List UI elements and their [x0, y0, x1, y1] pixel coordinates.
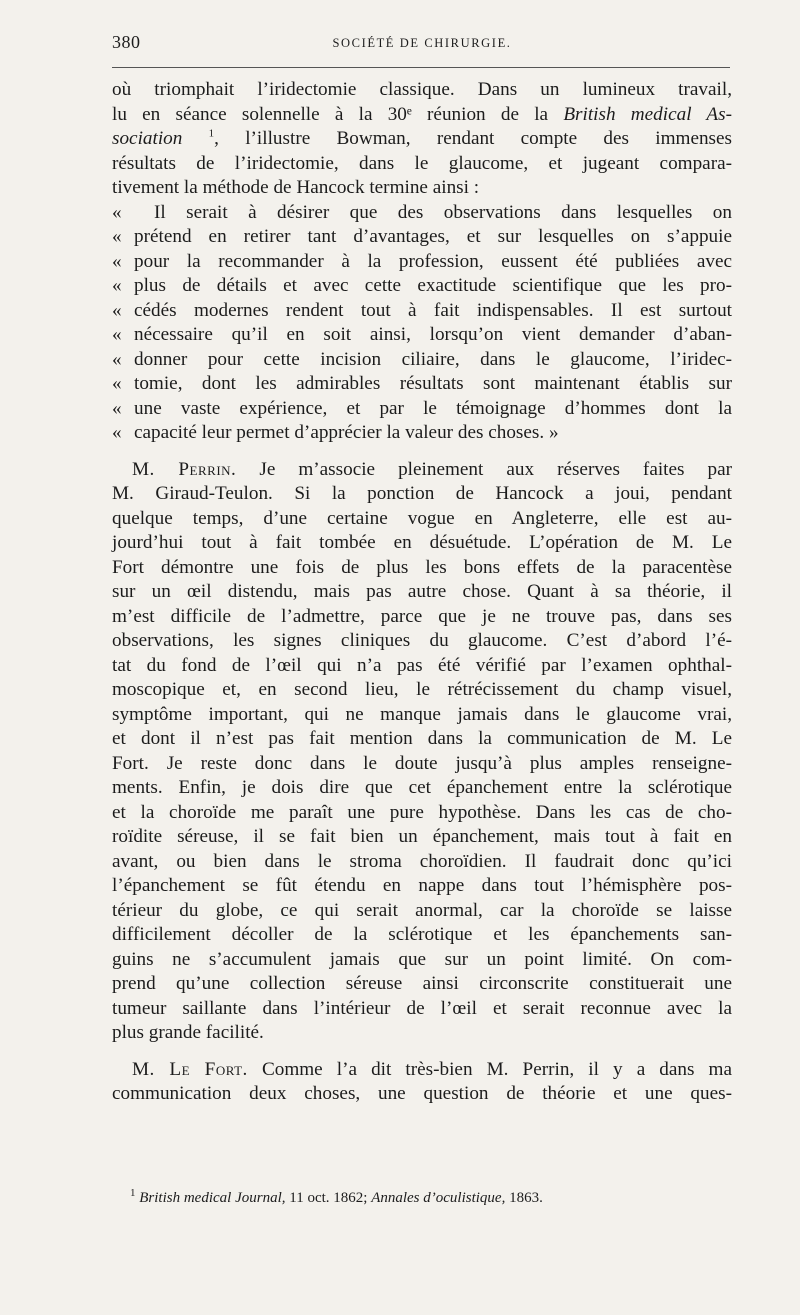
quote-mark: « — [112, 422, 122, 443]
text-line: M. Giraud-Teulon. Si la ponction de Hancock a joui, pendant — [112, 483, 732, 504]
quote-text: cédés modernes rendent tout à fait indispensables. Il est surtout — [134, 299, 732, 321]
quote-text: plus de détails et avec cette exactitude scientifique que les pro- — [134, 275, 732, 296]
text-line: difficilement décoller de la sclérotique et les épanchements san- — [112, 924, 732, 945]
text-line: térieur du globe, ce qui serait anormal, car la choroïde se laisse — [112, 899, 732, 921]
quote-line — [112, 397, 732, 422]
text-line: et dont il n’est pas fait mention dans la communication de M. Le — [112, 728, 732, 749]
quote-mark: « — [112, 275, 122, 296]
text-fragment: , l’illustre Bowman, rendant compte des immenses — [214, 128, 733, 149]
text-line — [112, 103, 732, 128]
quote-mark: « — [112, 250, 122, 272]
quote-line — [112, 421, 732, 446]
text-line: tumeur saillante dans l’intérieur de l’œil et serait reconnue avec la — [112, 997, 732, 1019]
page-number: 380 — [112, 32, 141, 52]
quote-line — [112, 372, 732, 397]
text-line: plus grande facilité. — [112, 1022, 264, 1043]
quote-text: capacité leur permet d’apprécier la valeur des choses. » — [134, 422, 559, 443]
text-line: communication deux choses, une question de théorie et une ques- — [112, 1083, 732, 1104]
italic-fragment: British medical As- — [563, 103, 732, 125]
text-line: jourd’hui tout à fait tombée en désuétude. L’opération de M. Le — [112, 532, 732, 553]
text-line: avant, ou bien dans le stroma choroïdien. Il faudrait donc qu’ici — [112, 850, 732, 872]
quote-mark: « — [112, 201, 122, 223]
text-line: quelque temps, d’une certaine vogue en Angleterre, elle est au- — [112, 507, 732, 529]
quote-mark: « — [112, 299, 122, 321]
text-line — [112, 1058, 732, 1083]
text-line: sur un œil distendu, mais pas autre chose. Quant à sa théorie, il — [112, 581, 732, 602]
quote-text: prétend en retirer tant d’avantages, et sur lesquelles on s’appuie — [134, 226, 732, 247]
quote-mark: « — [112, 348, 122, 370]
text-line: où triomphait l’iridectomie classique. Dans un lumineux travail, — [112, 79, 732, 100]
text-line: tat du fond de l’œil qui n’a pas été vérifié par l’examen ophthal- — [112, 654, 732, 676]
speaker-name: M. Perrin. — [132, 458, 237, 480]
text-line: l’épanchement se fût étendu en nappe dans tout l’hémisphère pos- — [112, 875, 732, 896]
text-fragment: lu en séance solennelle à la 30ᵉ réunion de la — [112, 103, 549, 125]
text-line: m’est difficile de l’admettre, parce que je ne trouve pas, dans ses — [112, 605, 732, 627]
quote-line — [112, 274, 732, 299]
footnote-year: 1863. — [509, 1190, 543, 1206]
text-line: symptôme important, qui ne manque jamais dans le glaucome vrai, — [112, 703, 732, 725]
running-title: SOCIÉTÉ DE CHIRURGIE. — [332, 36, 512, 50]
quote-text: une vaste expérience, et par le témoignage d’hommes dont la — [134, 397, 732, 419]
quote-text: tomie, dont les admirables résultats sont maintenant établis sur — [134, 373, 732, 394]
quote-mark: « — [112, 397, 122, 419]
page-header — [112, 30, 732, 58]
header-divider — [112, 67, 730, 68]
text-line: observations, les signes cliniques du glaucome. C’est d’abord l’é- — [112, 630, 732, 651]
text-line: Fort. Je reste donc dans le doute jusqu’à plus amples renseigne- — [112, 752, 732, 774]
footnote-mark: 1 — [130, 1187, 136, 1199]
text-line: moscopique et, en second lieu, le rétrécissement du champ visuel, — [112, 679, 732, 700]
text-line: guins ne s’accumulent jamais que sur un point limité. On com- — [112, 948, 732, 970]
footnote-reference: 1 — [208, 127, 215, 140]
quote-line — [112, 201, 732, 226]
text-line — [112, 458, 732, 483]
italic-fragment: sociation — [112, 128, 183, 149]
text-fragment: Je m’associe pleinement aux réserves faites par — [259, 458, 732, 480]
footnote-date: 11 oct. 1862; — [289, 1190, 368, 1206]
quote-line — [112, 250, 732, 275]
speaker-name: M. Le Fort. — [132, 1058, 248, 1080]
text-line — [112, 127, 732, 152]
body-text — [112, 78, 732, 1107]
text-line: roïdite séreuse, il se fait bien un épanchement, mais tout à fait en — [112, 826, 732, 847]
footnote — [130, 1187, 730, 1207]
footnote-annales: Annales d’oculistique, — [371, 1190, 506, 1206]
quote-line — [112, 348, 732, 373]
quote-mark: « — [112, 373, 122, 394]
text-line: et la choroïde me paraît une pure hypothèse. Dans les cas de cho- — [112, 801, 732, 823]
quote-mark: « — [112, 226, 122, 247]
quote-line — [112, 299, 732, 324]
quote-line — [112, 225, 732, 250]
paragraph-gap — [112, 1046, 732, 1058]
text-line: prend qu’une collection séreuse ainsi circonscrite constituerait une — [112, 973, 732, 994]
quote-text: donner pour cette incision ciliaire, dans le glaucome, l’iridec- — [134, 348, 732, 370]
quote-line — [112, 323, 732, 348]
quote-mark: « — [112, 324, 122, 345]
text-fragment: Comme l’a dit très-bien M. Perrin, il y a dans ma — [261, 1058, 732, 1080]
quote-text: nécessaire qu’il en soit ainsi, lorsqu’on vient demander d’aban- — [134, 324, 732, 345]
text-line: ments. Enfin, je dois dire que cet épanchement entre la sclérotique — [112, 777, 732, 798]
text-line: tivement la méthode de Hancock termine ainsi : — [112, 177, 480, 198]
quote-text: pour la recommander à la profession, eussent été publiées avec — [134, 250, 732, 272]
footnote-journal: British medical Journal, — [139, 1190, 286, 1206]
text-line: Fort démontre une fois de plus les bons effets de la paracentèse — [112, 556, 732, 578]
text-line: résultats de l’iridectomie, dans le glaucome, et jugeant compara- — [112, 152, 732, 174]
paragraph-gap — [112, 446, 732, 458]
quote-text: Il serait à désirer que des observations dans lesquelles on — [154, 201, 732, 223]
